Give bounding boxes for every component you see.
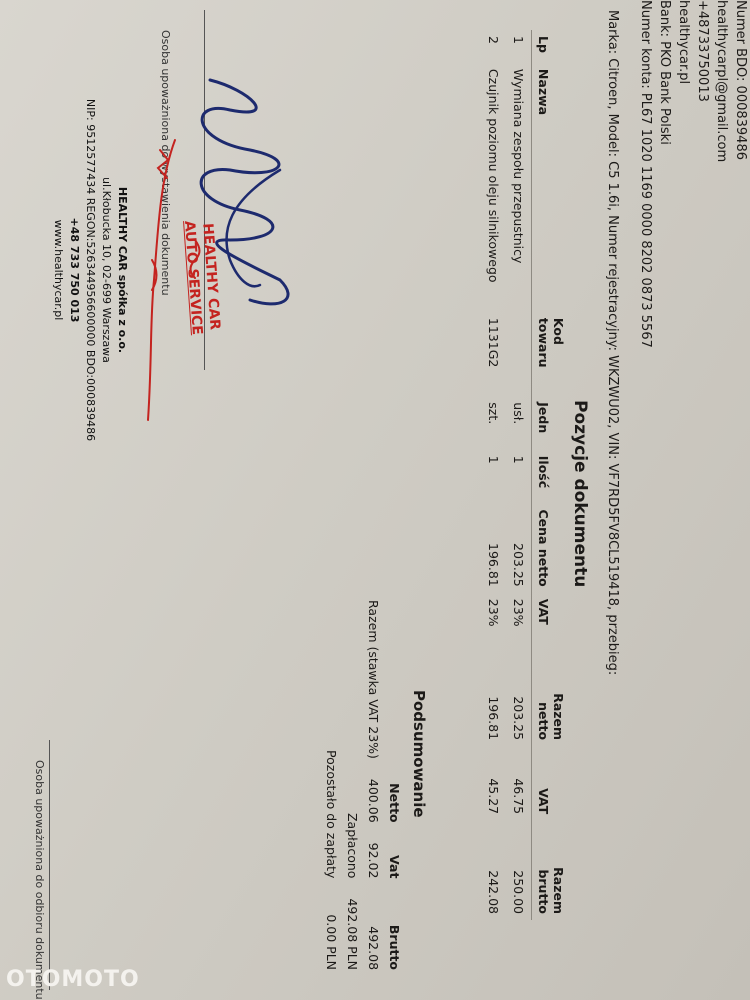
cell-net-price: 196.81 [486,543,501,587]
cell-lp: 2 [486,36,501,44]
cell-net-price: 203.25 [511,543,526,587]
summary-netto: 400.06 [366,778,381,823]
stamp-phone: +48 733 750 013 [68,217,81,323]
red-signature [148,140,175,420]
cell-name: Czujnik poziomu oleju silnikowego [486,68,501,283]
summary-header-vat: Vat [387,855,402,879]
seller-website: healthycar.pl [676,0,691,85]
cell-code: 1131G2 [486,317,501,368]
cell-vat-amount: 46.75 [511,778,526,815]
col-vat-rate: VAT [532,593,571,647]
cell-vat-amount: 45.27 [486,778,501,815]
summary-vat: 92.02 [366,842,381,879]
cell-gross-total: 250.00 [511,870,526,914]
cell-gross-total: 242.08 [486,870,501,914]
cell-unit: szt. [486,402,501,425]
col-gross-total: Razem brutto [532,820,571,920]
summary-rate-label: Razem (stawka VAT 23%) [366,600,381,759]
seller-bdo: Numer BDO: 000839486 [733,0,748,160]
seller-bank: Bank: PKO Bank Polski [657,0,672,145]
summary-paid-label: Zapłacono [345,812,360,879]
summary-brutto: 492.08 [366,926,381,971]
col-net-price: Cena netto [532,503,571,593]
red-stamp-line2: AUTO SERVICE [181,220,205,336]
summary-paid-value: 492.08 PLN [345,898,360,971]
col-name: Nazwa [532,63,571,312]
summary-remaining-label: Pozostało do zapłaty [324,750,339,879]
right-signature-label: Osoba upoważniona do odbioru dokumentu [33,760,46,1000]
seller-email: healthycarpl@gmail.com [714,0,729,163]
stamp-ids: NIP: 9512577434 REGON:526344956600000 BDO:000839486 [84,98,97,442]
cell-lp: 1 [511,36,526,44]
cell-qty: 1 [511,455,526,464]
vehicle-line: Marka: Citroen, Model: C5 1.6i, Numer rejestracyjny: WKZWU02, VIN: VF7RD5FV8CL519418, przebieg: [605,10,620,676]
col-qty: Ilość [532,450,571,504]
left-signature-label: Osoba upoważniona do wystawienia dokumentu [159,30,172,296]
summary-header-brutto: Brutto [387,924,402,971]
cell-net-total: 196.81 [486,696,501,741]
blue-signature [201,80,288,304]
summary-remaining-value: 0.00 PLN [324,914,339,971]
positions-title: Pozycje dokumentu [570,400,590,588]
stamp-address: ul.Kłobucka 10, 02-699 Warszawa [100,177,113,363]
col-lp: Lp [532,30,571,63]
stamp-name: HEALTHY CAR spółka z o.o. [116,186,129,354]
cell-qty: 1 [486,455,501,464]
col-net-total: Razem netto [532,646,571,746]
seller-account: Numer konta: PL67 1020 1169 0000 8202 0873 5567 [638,0,653,348]
col-vat-amount: VAT [532,746,571,820]
stamp-web: www.healthycar.pl [52,219,65,321]
summary-header-netto: Netto [387,783,402,823]
cell-vat-rate: 23% [486,598,501,627]
cell-unit: usł. [511,402,526,425]
red-stamp-line1: HEALTHY CAR [199,222,223,331]
seller-phone: +48733750013 [695,0,710,102]
otomoto-watermark: OTOMOTO [6,967,140,992]
cell-net-total: 203.25 [511,696,526,741]
cell-name: Wymiana zespołu przepustnicy [511,68,526,264]
col-unit: Jedn [532,396,571,450]
summary-title: Podsumowanie [410,690,428,818]
cell-vat-rate: 23% [511,598,526,627]
col-code: Kod towaru [532,312,571,396]
